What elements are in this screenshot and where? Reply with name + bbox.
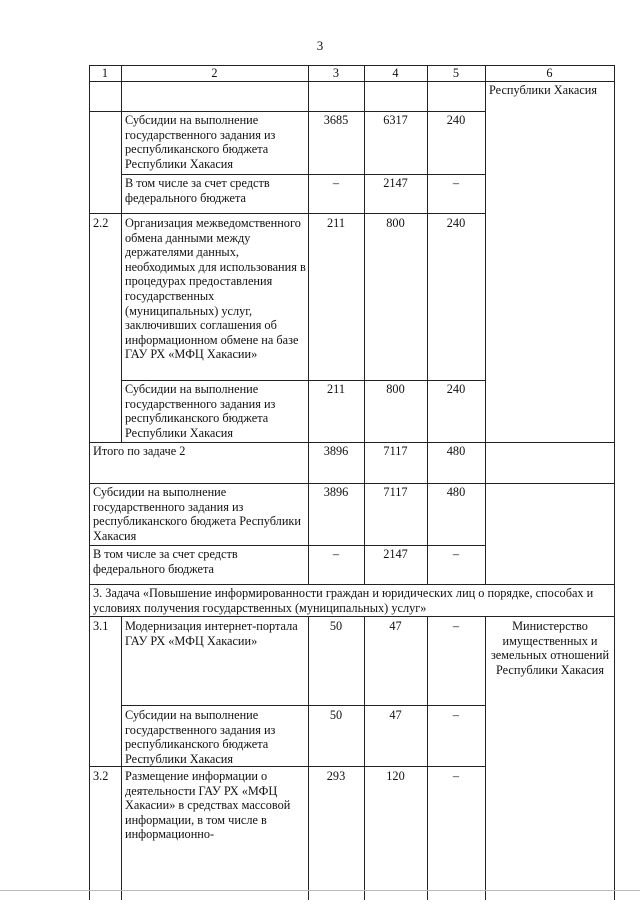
- value-cell: 47: [389, 708, 402, 722]
- header-col-4: 4: [392, 66, 399, 80]
- value-cell: –: [452, 176, 460, 190]
- value-cell: 50: [329, 619, 343, 633]
- value-cell: –: [452, 619, 460, 633]
- responsible-cell: Республики Хакасия: [489, 83, 598, 97]
- row-number: 3.1: [93, 619, 109, 633]
- value-cell: 211: [327, 216, 345, 230]
- header-col-1: 1: [101, 66, 109, 80]
- value-cell: 480: [446, 485, 466, 499]
- value-cell: 7117: [383, 444, 408, 458]
- value-cell: 480: [446, 444, 466, 458]
- responsible-cell: Министерство имущественных и земельных отношений Республики Хакасия: [490, 619, 610, 677]
- row-name: В том числе за счет средств федерального бюджета: [125, 176, 270, 205]
- value-cell: –: [452, 547, 460, 561]
- task-title: 3. Задача «Повышение информированности граждан и юридических лиц о порядке, способах и условиях получения государственных (муниципальных) услуг»: [93, 586, 594, 615]
- value-cell: –: [452, 708, 460, 722]
- row-name: Субсидии на выполнение государственного задания из республиканского бюджета Республики Хакасия: [125, 113, 276, 171]
- row-name: Организация межведомственного обмена данными между держателями данных, необходимых для использования в процедурах предоставления государственных (муниципальных) услуг, заключивших соглашения об информационном обмене на базе ГАУ РХ «МФЦ Хакасии»: [125, 216, 306, 362]
- value-cell: 800: [386, 382, 405, 396]
- value-cell: 240: [446, 113, 466, 127]
- value-cell: 3896: [323, 485, 349, 499]
- value-cell: 240: [446, 382, 466, 396]
- row-name: В том числе за счет средств федерального бюджета: [93, 547, 238, 576]
- value-cell: 3685: [323, 113, 349, 127]
- header-col-2: 2: [211, 66, 218, 80]
- value-cell: –: [452, 769, 460, 783]
- row-name: Итого по задаче 2: [93, 444, 186, 458]
- value-cell: 7117: [383, 485, 408, 499]
- page-edge-divider: [0, 890, 640, 891]
- header-col-3: 3: [332, 66, 340, 80]
- row-name: Субсидии на выполнение государственного задания из республиканского бюджета Республики Хакасия: [125, 382, 276, 440]
- value-cell: 2147: [383, 547, 408, 561]
- row-name: Модернизация интернет-портала ГАУ РХ «МФЦ Хакасии»: [125, 619, 298, 648]
- value-cell: –: [332, 176, 340, 190]
- value-cell: 2147: [383, 176, 408, 190]
- row-name: Размещение информации о деятельности ГАУ РХ «МФЦ Хакасии» в средствах массовой информации, в том числе в информационно-: [125, 769, 291, 842]
- value-cell: 800: [386, 216, 405, 230]
- value-cell: –: [332, 547, 340, 561]
- value-cell: 120: [386, 769, 405, 783]
- value-cell: 293: [326, 769, 346, 783]
- header-col-6: 6: [546, 66, 553, 80]
- value-cell: 211: [327, 382, 345, 396]
- value-cell: 47: [389, 619, 402, 633]
- row-number: 2.2: [93, 216, 109, 230]
- header-col-5: 5: [452, 66, 460, 80]
- row-name: Субсидии на выполнение государственного задания из республиканского бюджета Республики Хакасия: [125, 708, 276, 766]
- value-cell: 3896: [323, 444, 349, 458]
- value-cell: 6317: [383, 113, 408, 127]
- page-number: 3: [316, 38, 324, 53]
- row-number: 3.2: [93, 769, 109, 783]
- value-cell: 240: [446, 216, 466, 230]
- value-cell: 50: [329, 708, 343, 722]
- row-name: Субсидии на выполнение государственного задания из республиканского бюджета Республики Хакасия: [93, 485, 301, 543]
